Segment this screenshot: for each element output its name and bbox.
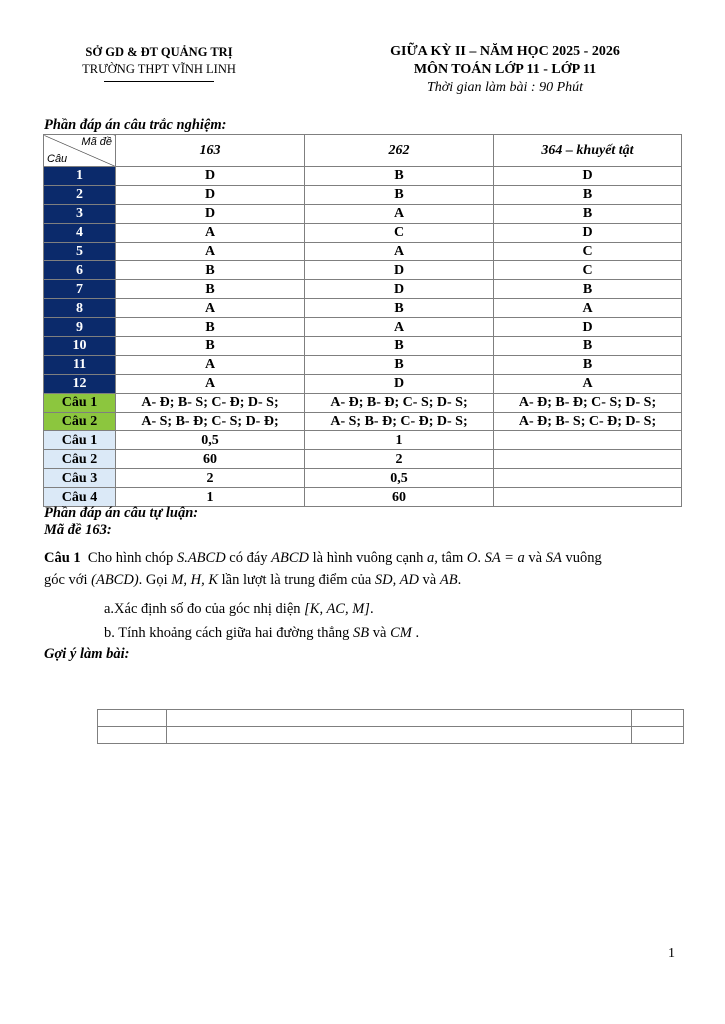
sub-question-a	[104, 601, 374, 618]
question-1	[44, 547, 680, 591]
answer-cell: 0,5	[305, 469, 494, 488]
answer-cell: D	[116, 167, 305, 186]
answer-cell: D	[305, 261, 494, 280]
question-number-cell: Câu 2	[44, 412, 116, 431]
question-number-cell: Câu 1	[44, 431, 116, 450]
code-header: 364 – khuyết tật	[494, 135, 682, 167]
table-row	[44, 450, 682, 469]
answer-cell: A- Đ; B- S; C- Đ; D- S;	[494, 412, 682, 431]
corner-question-label: Câu	[47, 153, 68, 165]
question-number-cell: 5	[44, 242, 116, 261]
table-row	[44, 337, 682, 356]
question-number-cell: 10	[44, 337, 116, 356]
blank-cell	[98, 727, 167, 744]
table-row	[44, 412, 682, 431]
answer-cell: B	[116, 318, 305, 337]
answer-cell: A	[305, 318, 494, 337]
answer-cell: B	[305, 355, 494, 374]
text: b. Tính khoảng cách giữa hai đường thẳng	[104, 625, 354, 641]
answer-cell: B	[116, 337, 305, 356]
math: SA	[545, 550, 562, 566]
answer-cell	[494, 450, 682, 469]
question-number-cell: 1	[44, 167, 116, 186]
answer-cell: A	[116, 242, 305, 261]
answer-cell: A- S; B- Đ; C- S; D- Đ;	[116, 412, 305, 431]
table-row	[44, 488, 682, 507]
answer-cell: A	[116, 374, 305, 393]
table-row	[44, 431, 682, 450]
table-row	[44, 261, 682, 280]
table-row	[98, 727, 684, 744]
text: và	[369, 625, 391, 641]
answer-cell: D	[494, 223, 682, 242]
header-underline	[104, 81, 214, 82]
exam-title: GIỮA KỲ II – NĂM HỌC 2025 - 2026	[390, 44, 620, 59]
math: ABCD	[271, 550, 310, 566]
answer-cell: B	[305, 337, 494, 356]
text: , tâm	[434, 550, 467, 566]
answer-cell: B	[494, 204, 682, 223]
answer-cell: D	[116, 204, 305, 223]
text: có đáy	[225, 550, 272, 566]
question-number-cell: Câu 1	[44, 393, 116, 412]
answer-cell: B	[305, 185, 494, 204]
text: là hình vuông cạnh	[309, 550, 428, 566]
answer-cell: 60	[305, 488, 494, 507]
table-row	[44, 185, 682, 204]
table-row	[44, 167, 682, 186]
question-number-cell: 9	[44, 318, 116, 337]
question-1-line-2	[44, 569, 680, 591]
answer-cell: A- Đ; B- Đ; C- S; D- S;	[494, 393, 682, 412]
text: .	[369, 601, 374, 617]
answer-cell: A- Đ; B- S; C- Đ; D- S;	[116, 393, 305, 412]
question-number-cell: 2	[44, 185, 116, 204]
table-row	[44, 393, 682, 412]
question-1-line-1	[44, 547, 680, 569]
answer-cell	[494, 488, 682, 507]
table-row	[98, 710, 684, 727]
department-name: SỞ GD & ĐT QUẢNG TRỊ	[85, 45, 233, 59]
school-name: TRƯỜNG THPT VĨNH LINH	[82, 62, 236, 76]
text: .	[457, 572, 462, 588]
text: .	[477, 550, 485, 566]
essay-section	[44, 505, 680, 539]
math: SD, AD	[374, 572, 419, 588]
question-number-cell: Câu 2	[44, 450, 116, 469]
answer-cell: C	[305, 223, 494, 242]
text: góc với	[44, 572, 92, 588]
answer-cell: B	[116, 280, 305, 299]
sub-question-b	[104, 625, 419, 642]
question-number-cell: 8	[44, 299, 116, 318]
answer-cell: A- Đ; B- Đ; C- S; D- S;	[305, 393, 494, 412]
answer-cell: A	[116, 223, 305, 242]
essay-code-label: Mã đề 163:	[44, 522, 112, 538]
answer-cell: D	[494, 318, 682, 337]
answer-cell: B	[305, 299, 494, 318]
code-header: 163	[116, 135, 305, 167]
answer-cell: D	[494, 167, 682, 186]
math: SA = a	[484, 550, 525, 566]
answer-cell: B	[305, 167, 494, 186]
text: lần lượt là trung điểm của	[218, 572, 375, 588]
exam-subject: MÔN TOÁN LỚP 11 - LỚP 11	[413, 62, 597, 77]
blank-cell	[632, 727, 684, 744]
table-row	[44, 242, 682, 261]
table-row	[44, 223, 682, 242]
table-row	[44, 280, 682, 299]
question-number-cell: 11	[44, 355, 116, 374]
answer-cell: C	[494, 261, 682, 280]
text: vuông	[561, 550, 602, 566]
blank-cell	[98, 710, 167, 727]
math: [K, AC, M]	[304, 601, 370, 617]
answer-cell: 2	[305, 450, 494, 469]
answer-cell: B	[494, 185, 682, 204]
math: AB	[439, 572, 458, 588]
answer-cell: D	[116, 185, 305, 204]
answer-cell	[494, 469, 682, 488]
math: a	[427, 550, 435, 566]
question-number-cell: Câu 3	[44, 469, 116, 488]
answer-cell: A	[305, 204, 494, 223]
hint-title: Gợi ý làm bài:	[44, 646, 130, 662]
code-header: 262	[305, 135, 494, 167]
text: a.Xác định số đo của góc nhị diện	[104, 601, 305, 617]
answer-cell: 1	[116, 488, 305, 507]
answer-cell: B	[494, 355, 682, 374]
answer-key-table	[43, 134, 682, 507]
table-header-row	[44, 135, 682, 167]
answer-cell: 0,5	[116, 431, 305, 450]
essay-section-title: Phần đáp án câu tự luận:	[44, 505, 199, 521]
table-row	[44, 318, 682, 337]
question-number-cell: 6	[44, 261, 116, 280]
exam-header	[340, 43, 670, 97]
math: M, H, K	[171, 572, 219, 588]
table-row	[44, 355, 682, 374]
text: Cho hình chóp	[87, 550, 177, 566]
answer-cell: B	[494, 280, 682, 299]
table-row	[44, 204, 682, 223]
blank-grading-table	[97, 709, 684, 744]
table-row	[44, 374, 682, 393]
answer-cell: A	[116, 355, 305, 374]
answer-cell: B	[116, 261, 305, 280]
math: (ABCD)	[91, 572, 139, 588]
blank-cell	[632, 710, 684, 727]
answer-cell: 1	[305, 431, 494, 450]
corner-cell	[44, 135, 116, 167]
math: CM	[390, 625, 412, 641]
question-number-cell: Câu 4	[44, 488, 116, 507]
answer-cell: B	[494, 337, 682, 356]
answer-cell: A	[116, 299, 305, 318]
math: SB	[353, 625, 370, 641]
answer-cell: 2	[116, 469, 305, 488]
question-number-cell: 3	[44, 204, 116, 223]
math: O	[466, 550, 478, 566]
blank-cell	[167, 710, 632, 727]
table-row	[44, 299, 682, 318]
page-number: 1	[668, 946, 675, 961]
text: và	[524, 550, 546, 566]
blank-cell	[167, 727, 632, 744]
answer-cell: 60	[116, 450, 305, 469]
school-header	[44, 44, 274, 82]
text: và	[418, 572, 440, 588]
answer-cell: A	[494, 374, 682, 393]
mc-section-title: Phần đáp án câu trắc nghiệm:	[44, 117, 227, 133]
question-number-cell: 4	[44, 223, 116, 242]
answer-cell	[494, 431, 682, 450]
table-row	[44, 469, 682, 488]
answer-cell: D	[305, 374, 494, 393]
question-number-cell: 7	[44, 280, 116, 299]
answer-cell: A- S; B- Đ; C- Đ; D- S;	[305, 412, 494, 431]
answer-cell: A	[494, 299, 682, 318]
exam-duration: Thời gian làm bài : 90 Phút	[426, 80, 584, 95]
answer-cell: A	[305, 242, 494, 261]
text: .	[411, 625, 420, 641]
corner-code-label: Mã đề	[81, 136, 112, 148]
math: S.ABCD	[176, 550, 226, 566]
question-number-cell: 12	[44, 374, 116, 393]
answer-cell: C	[494, 242, 682, 261]
question-1-label: Câu 1	[44, 550, 81, 566]
text: . Gọi	[138, 572, 172, 588]
answer-cell: D	[305, 280, 494, 299]
